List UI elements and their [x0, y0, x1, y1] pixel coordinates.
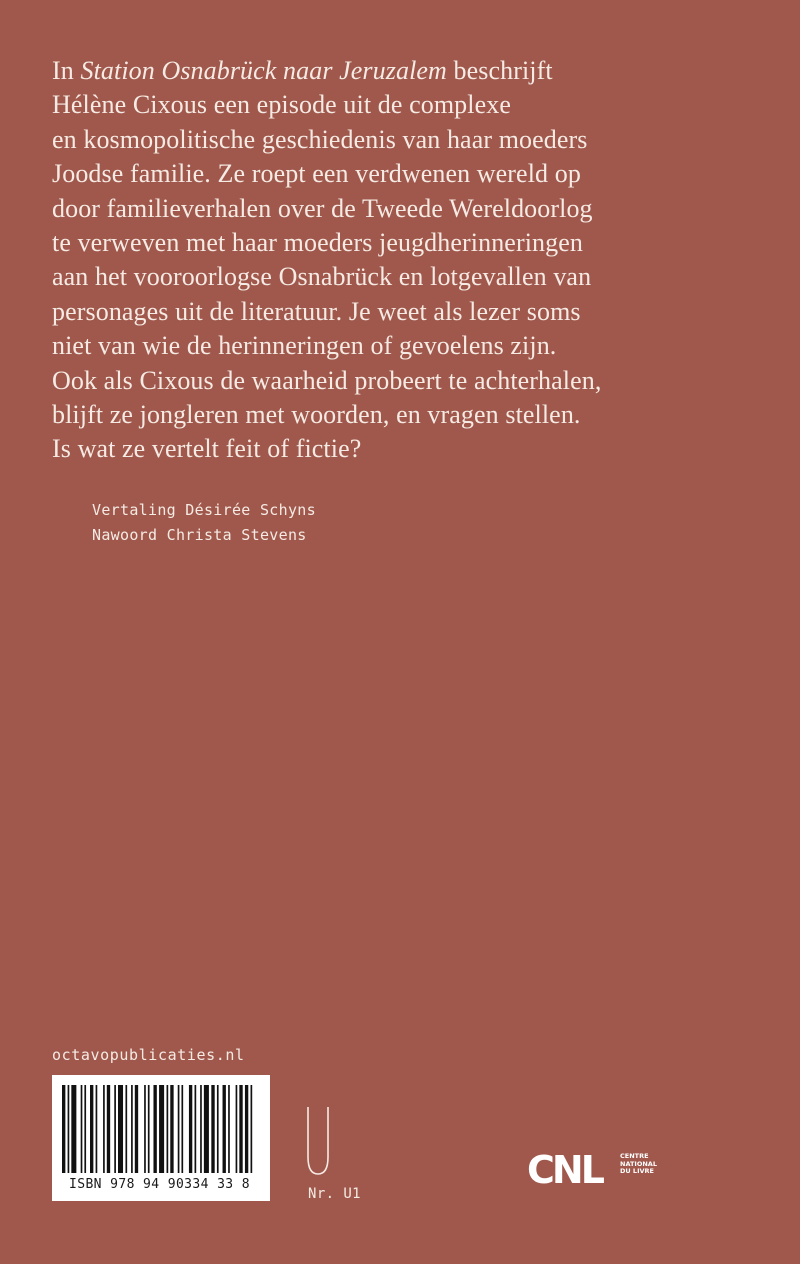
blurb-line: Is wat ze vertelt feit of fictie?: [52, 434, 362, 464]
book-title: Station Osnabrück naar Jeruzalem: [80, 56, 447, 85]
blurb-line: aan het vooroorlogse Osnabrück en lotgevallen van: [52, 262, 592, 292]
blurb-line: te verweven met haar moeders jeugdherinneringen: [52, 228, 583, 258]
cnl-logo-subtitle: [620, 1153, 657, 1176]
publisher-website[interactable]: octavopublicaties.nl: [52, 1046, 245, 1064]
translator-credit: Vertaling Désirée Schyns: [92, 501, 316, 519]
blurb-line: en kosmopolitische geschiedenis van haar moeders: [52, 124, 588, 154]
blurb-suffix: beschrijft: [446, 56, 553, 85]
blurb-line: [52, 54, 772, 88]
cnl-line-2: NATIONAL: [620, 1159, 657, 1168]
blurb-line: Ook als Cixous de waarheid probeert te achterhalen,: [52, 365, 602, 395]
blurb-line: door familieverhalen over de Tweede Wereldoorlog: [52, 193, 593, 223]
isbn-number: ISBN 978 94 90334 33 8: [69, 1177, 250, 1192]
blurb-line: personages uit de literatuur. Je weet als lezer soms: [52, 296, 581, 326]
series-u-logo: [305, 1107, 331, 1177]
blurb-line: Joodse familie. Ze roept een verdwenen wereld op: [52, 159, 581, 189]
cnl-line-3: DU LIVRE: [620, 1167, 654, 1175]
blurb-line: niet van wie de herinneringen of gevoelens zijn.: [52, 331, 557, 361]
barcode: [52, 1075, 270, 1201]
afterword-credit: Nawoord Christa Stevens: [92, 526, 307, 544]
series-number: Nr. U1: [308, 1186, 361, 1202]
back-cover-blurb: [52, 54, 772, 467]
cnl-logo-letters: CNL: [527, 1148, 602, 1192]
cnl-logo: [527, 1148, 657, 1194]
credits: [92, 498, 316, 548]
barcode-bars: [62, 1085, 260, 1175]
blurb-line: blijft ze jongleren met woorden, en vragen stellen.: [52, 400, 581, 430]
cnl-line-1: CENTRE: [620, 1152, 649, 1160]
blurb-line: Hélène Cixous een episode uit de complexe: [52, 90, 511, 120]
blurb-prefix: In: [52, 56, 81, 85]
